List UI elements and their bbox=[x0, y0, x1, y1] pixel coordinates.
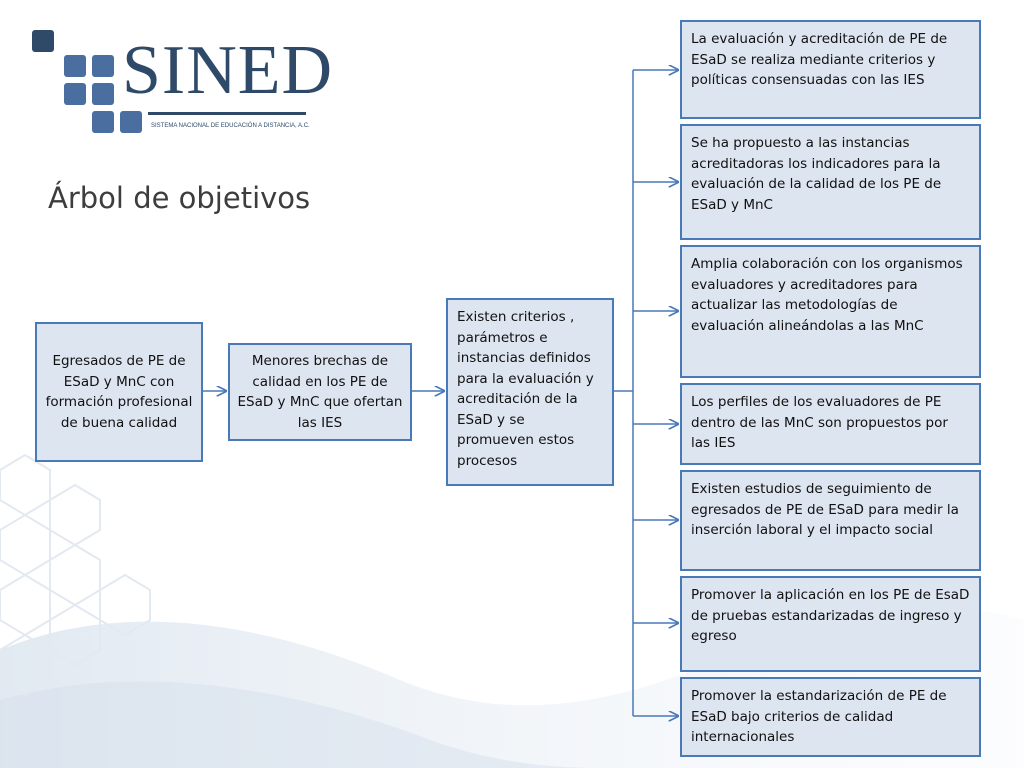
leaf-objective-text: La evaluación y acreditación de PE de ESaD se realiza mediante criterios y políticas consensuadas con las IES bbox=[691, 31, 948, 88]
level3-objective-box bbox=[446, 298, 614, 486]
leaf-objective-box bbox=[680, 245, 981, 378]
leaf-objective-text: Promover la aplicación en los PE de EsaD de pruebas estandarizadas de ingreso y egreso bbox=[691, 587, 970, 644]
leaf-objective-box bbox=[680, 576, 981, 672]
page-title: Árbol de objetivos bbox=[48, 181, 311, 215]
leaf-objective-box bbox=[680, 677, 981, 757]
level3-objective-text: Existen criterios , parámetros e instancias definidos para la evaluación y acreditación de la ESaD y se promueven estos procesos bbox=[457, 309, 594, 469]
leaf-objective-text: Amplia colaboración con los organismos evaluadores y acreditadores para actualizar las metodologías de evaluación alineándolas a las MnC bbox=[691, 256, 963, 334]
leaf-objective-box bbox=[680, 383, 981, 465]
leaf-objective-text: Existen estudios de seguimiento de egresados de PE de ESaD para medir la inserción laboral y el impacto social bbox=[691, 481, 959, 538]
leaf-objective-box bbox=[680, 124, 981, 240]
leaf-objective-box bbox=[680, 20, 981, 119]
logo-underline bbox=[148, 112, 306, 115]
leaf-objective-text: Promover la estandarización de PE de ESaD bajo criterios de calidad internacionales bbox=[691, 688, 947, 745]
level2-objective-text: Menores brechas de calidad en los PE de ESaD y MnC que ofertan las IES bbox=[237, 353, 403, 431]
level2-objective-box bbox=[228, 343, 412, 441]
leaf-objective-box bbox=[680, 470, 981, 571]
leaf-objective-text: Se ha propuesto a las instancias acreditadoras los indicadores para la evaluación de la calidad de los PE de ESaD y MnC bbox=[691, 135, 942, 213]
root-objective-box bbox=[35, 322, 203, 462]
sined-logo bbox=[0, 0, 334, 150]
leaf-objective-text: Los perfiles de los evaluadores de PE dentro de las MnC son propuestos por las IES bbox=[691, 394, 948, 451]
root-objective-text: Egresados de PE de ESaD y MnC con formación profesional de buena calidad bbox=[45, 353, 193, 431]
logo-wordmark: SINED bbox=[122, 32, 334, 109]
logo-subtitle: SISTEMA NACIONAL DE EDUCACIÓN A DISTANCIA, A.C. bbox=[151, 123, 310, 129]
